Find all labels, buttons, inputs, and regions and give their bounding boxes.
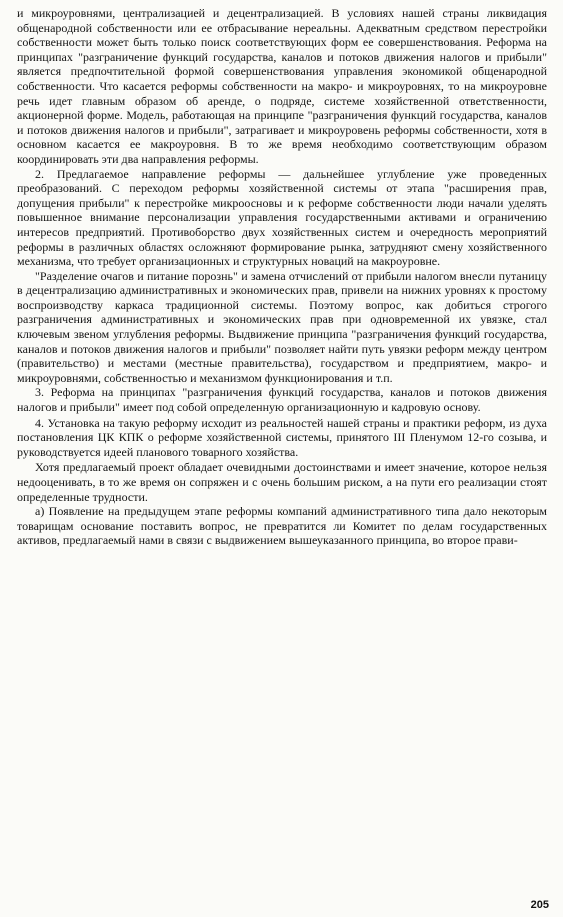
paragraph-division-of-hearths: "Разделение очагов и питание порознь" и замена отчислений от прибыли налогом внесли путаницу в децентрализацию административных и экономических прав, привели на нижних уровнях к простому воспроизводству каркаса традиционной системы. Поэтому вопрос, как добиться строгого разграничения административных и экономических прав при одновременной их увязке, стал ключевым звеном углубления реформы. Выдвижение принципа "разграничения функций государства, каналов и потоков движения налогов и прибыли" позволяет найти путь увязки реформ между центром (правительство) и местами (местные правительства), государством и предприятием, макро- и микроуровнями, собственностью и механизмом функционирования и т.п.	[17, 268, 547, 385]
paragraph-risks: Хотя предлагаемый проект обладает очевидными достоинствами и имеет значение, которое нельзя недооценивать, в то же время он сопряжен и с очень большим риском, а на пути его реализации стоят определенные трудности.	[17, 460, 547, 504]
page-number: 205	[530, 899, 549, 912]
paragraph-point-4: 4. Установка на такую реформу исходит из реальностей нашей страны и практики реформ, из духа постановления ЦК КПК о реформе хозяйственной системы, принятого III Пленумом 12-го созыва, и руководствуется идеей планового товарного хозяйства.	[17, 415, 547, 459]
paragraph-point-2: 2. Предлагаемое направление реформы — дальнейшее углубление уже проведенных преобразований. С переходом реформы хозяйственной системы от этапа "расширения прав, допущения прибыли" к перестройке микроосновы и к реформе собственности люди начали уделять повышенное внимание персонализации управления государственными активами и ограничению интересов предприятий. Противоборство двух хозяйственных систем и очередность мероприятий реформы в различных областях осложняют формирование рынка, затрудняют смену хозяйственного механизма, что требует организационных и структурных новаций на макроуровне.	[17, 166, 547, 269]
paragraph-item-a: а) Появление на предыдущем этапе реформы компаний административного типа дало некоторым товарищам основание поставить вопрос, не превратится ли Комитет по делам государственных активов, предлагаемый нами в связи с выдвижением вышеуказанного принципа, во второе прави-	[17, 504, 547, 548]
paragraph-point-3: 3. Реформа на принципах "разграничения функций государства, каналов и потоков движения налогов и прибыли" имеет под собой определенную организационную и кадровую основу.	[17, 385, 547, 415]
paragraph-continuation: и микроуровнями, централизацией и децентрализацией. В условиях нашей страны ликвидация общенародной собственности или ее отбрасывание нереальны. Адекватным средством перестройки собственности может быть только поиск соответствующих форм ее совершенствования. Реформа на принципах "разграничение функций государства, каналов и потоков движения налогов и прибыли" является предпочтительной формой совершенствования управления экономикой общенародной собственности. Что касается реформы собственности на макро- и микроуровнях, то на микроуровне речь идет главным образом об аренде, о подряде, системе хозяйственной ответственности, акционерной форме. Модель, работающая на принципе "разграничения функций государства, каналов и потоков движения налогов и прибыли", затрагивает и микроуровень реформы собственности, хотя в основном касается ее макроуровня. В то же время необходимо соответствующим образом координировать эти два направления реформы.	[17, 6, 547, 166]
